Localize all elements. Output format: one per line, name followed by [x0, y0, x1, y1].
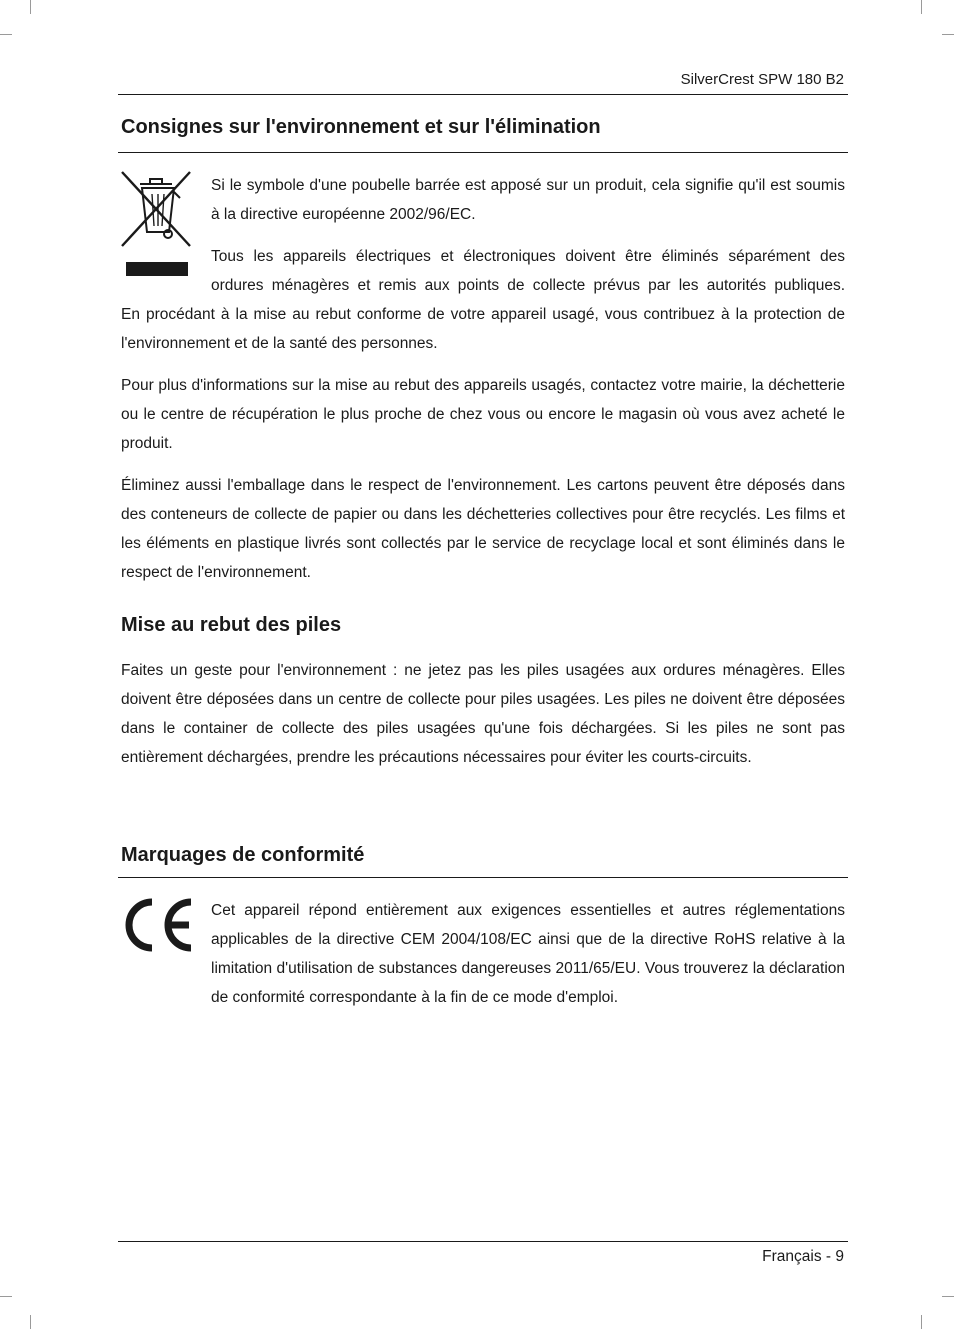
crop-mark — [921, 0, 922, 14]
paragraph: Faites un geste pour l'environnement : ne jetez pas les piles usagées aux ordures ménagères. Elles doivent être déposées dans un centre de collecte pour piles usagées. Les piles ne doivent être déposées dans le container de collecte des piles usagées qu'une fois déchargées. Si les piles ne sont pas entièrement déchargées, prendre les précautions nécessaires pour éviter les courts-circuits. — [121, 662, 845, 766]
crop-mark — [942, 34, 954, 35]
section-title-batteries: Mise au rebut des piles — [121, 614, 342, 636]
running-header: SilverCrest SPW 180 B2 — [680, 71, 844, 88]
section-title-environment: Consignes sur l'environnement et sur l'élimination — [121, 116, 601, 138]
paragraph-line: Tous les appareils électriques et électroniques doivent être éliminés séparément des — [211, 248, 845, 265]
crop-mark — [0, 34, 12, 35]
crop-mark — [942, 1296, 954, 1297]
ce-mark-icon — [118, 897, 198, 953]
paragraph: Si le symbole d'une poubelle barrée est apposé sur un produit, cela signifie qu'il est soumis à la directive européenne 2002/96/EC. — [211, 177, 845, 223]
crop-mark — [30, 0, 31, 14]
crop-mark — [921, 1315, 922, 1329]
paragraph: Éliminez aussi l'emballage dans le respect de l'environnement. Les cartons peuvent être déposés dans des conteneurs de collecte de papier ou dans les déchetteries collectives pour être recyclés. Les films et les éléments en plastique livrés sont collectés par le service de recyclage local et sont éliminés dans le respect de l'environnement. — [121, 477, 845, 581]
paragraph-line: ordures ménagères et remis aux points de collecte prévus par les autorités publiques. — [211, 277, 845, 294]
section-rule — [118, 877, 848, 878]
paragraph: Cet appareil répond entièrement aux exigences essentielles et autres réglementations applicables de la directive CEM 2004/108/EC ainsi que de la directive RoHS relative à la limitation d'utilisation de substances dangereuses 2011/65/EU. Vous trouverez la déclaration de conformité correspondante à la fin de ce mode d'emploi. — [211, 902, 845, 1006]
crossed-out-wheelie-bin-icon — [120, 170, 194, 278]
section-title-conformity: Marquages de conformité — [121, 844, 365, 866]
paragraph: En procédant à la mise au rebut conforme de votre appareil usagé, vous contribuez à la protection de l'environnement et de la santé des personnes. — [121, 306, 845, 352]
header-rule — [118, 94, 848, 95]
paragraph: Pour plus d'informations sur la mise au rebut des appareils usagés, contactez votre mairie, la déchetterie ou le centre de récupération le plus proche de chez vous ou encore le magasin où vous avez acheté le produit. — [121, 377, 845, 452]
page-number: Français - 9 — [762, 1248, 844, 1265]
crop-mark — [0, 1296, 12, 1297]
footer-rule — [118, 1241, 848, 1242]
crop-mark — [30, 1315, 31, 1329]
section-rule — [118, 152, 848, 153]
